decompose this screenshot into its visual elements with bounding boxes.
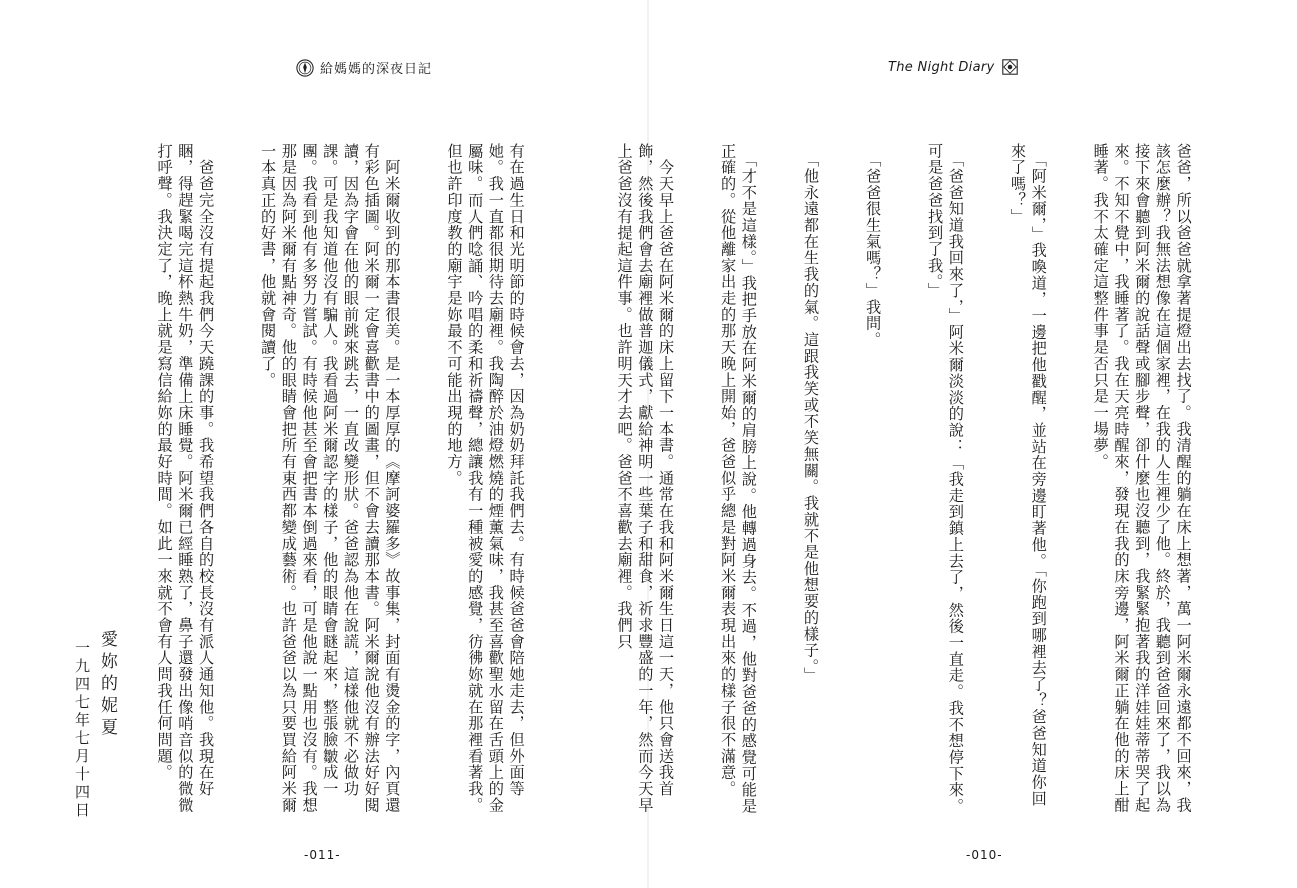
right-paragraph-4: 「爸爸很生氣嗎？」我問。 xyxy=(864,143,883,348)
ornament-icon xyxy=(296,59,314,77)
right-page-number: -010- xyxy=(966,848,1003,862)
signature-closing: 愛妳的妮夏 xyxy=(97,630,117,740)
right-paragraph-5: 「他永遠都在生我的氣。這跟我笑或不笑無關。我就不是他想要的樣子。」 xyxy=(801,143,820,684)
right-running-head xyxy=(888,58,1019,76)
left-page-body xyxy=(143,143,568,823)
signature-date: 一九四七年七月十四日 xyxy=(73,640,91,820)
left-running-head xyxy=(296,58,432,77)
right-paragraph-1: 爸爸，所以爸爸就拿著提燈出去找了。我清醒的躺在床上想著，萬一阿米爾永遠都不回來，我該怎麼辦？我無法想像在這個家裡，在我的人生裡少了他。終於，我聽到爸爸回來了，我以為接下來會聽到阿米爾的說話聲或腳步聲，卻什麼也沒聽到，我緊緊抱著我的洋娃娃蒂蒂哭了起來。不知不覺中，我睡著了。我在天亮時醒來，發現在我的床旁邊，阿米爾正躺在他的床上酣睡著。我不太確定這整件事是否只是一場夢。 xyxy=(1091,143,1193,814)
left-paragraph-2: 阿米爾收到的那本書很美。是一本厚厚的《摩訶婆羅多》故事集，封面有燙金的字，內頁還有彩色插圖。阿米爾一定會喜歡書中的圖畫，但不會去讀那本書。阿米爾說他沒有辦法好好閱讀，因為字會在他的眼前跳來跳去，一直改變形狀。爸爸認為他在說謊，這樣他就不必做功課。可是我知道他沒有騙人。我看過阿米爾認字的樣子，他的眼睛會瞇起來，整張臉皺成一團。我看到他有多努力嘗試。有時候他甚至會把書本倒過來看，可是他說一點用也沒有。我想那是因為阿米爾有點神奇。他的眼睛會把所有東西都變成藝術。也許爸爸以為只要買給阿米爾一本真正的好書，他就會閱讀了。 xyxy=(259,143,402,814)
right-running-head-title: The Night Diary xyxy=(888,59,995,75)
right-paragraph-7: 今天早上爸爸在阿米爾的床上留下一本書。通常在我和阿米爾生日這一天，他只會送我首飾，然後我們會去廟裡做普迦儀式，獻給神明一些葉子和甜食，祈求豐盛的一年，然而今天早上爸爸沒有提起這件事。也許明天才去吧。爸爸不喜歡去廟裡。我們只 xyxy=(615,143,676,814)
left-running-head-title: 給媽媽的深夜日記 xyxy=(320,62,433,77)
left-page-number: -011- xyxy=(304,848,341,862)
left-paragraph-3: 爸爸完全沒有提起我們今天蹺課的事。我希望我們各自的校長沒有派人通知他。我現在好睏，得趕緊喝完這杯熱牛奶，準備上床睡覺。阿米爾已經睡熟了，鼻子還發出像哨音似的微微打呼聲。我決定了，晚上就是寫信給妳的最好時間。如此一來就不會有人問我任何問題。 xyxy=(155,143,216,814)
right-page-body xyxy=(615,143,1235,823)
right-paragraph-2: 「阿米爾，」我喚道，一邊把他戳醒，並站在旁邊盯著他。「你跑到哪裡去了？爸爸知道你回來了嗎？」 xyxy=(1008,143,1048,807)
left-paragraph-1: 有在過生日和光明節的時候會去，因為奶奶拜託我們去。有時候爸爸會陪她走去，但外面等她。我一直都很期待去廟裡。我陶醉於油燈燃燒的煙薰氣味，我甚至喜歡聖水留在舌頭上的金屬味。而人們唸誦、吟唱的柔和祈禱聲，總讓我有一種被愛的感覺，彷彿妳就在那裡看著我。但也許印度教的廟宇是妳最不可能出現的地方。 xyxy=(445,143,526,814)
right-paragraph-6: 「才不是這樣。」我把手放在阿米爾的肩膀上說。他轉過身去。不過，他對爸爸的感覺可能是正確的。從他離家出走的那天晚上開始，爸爸似乎總是對阿米爾表現出來的樣子很不滿意。 xyxy=(719,143,758,815)
ornament-icon xyxy=(1001,58,1019,76)
right-paragraph-3: 「爸爸知道我回來了，」阿米爾淡淡的說：「我走到鎮上去了，然後一直走。我不想停下來。可是爸爸找到了我。」 xyxy=(926,143,965,815)
